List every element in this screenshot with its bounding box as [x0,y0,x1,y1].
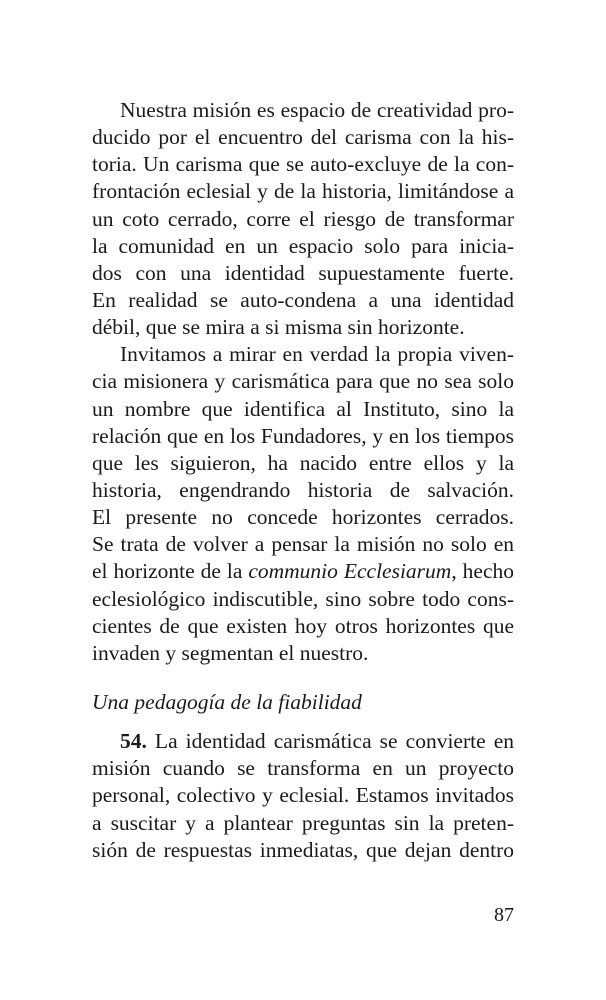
text-line: invaden y segmentan el nuestro. [92,640,369,665]
page-body [92,97,514,864]
text-line: ducido por el encuentro del carisma con la his- [92,125,514,150]
paragraph-1 [92,97,514,341]
text-line: relación que en los Fundadores, y en los tiempos [92,423,514,448]
text-line [92,728,514,755]
page-number: 87 [494,904,514,926]
paragraph-number: 54. [120,729,147,754]
text-run: La identidad carismática se convierte en [146,729,514,754]
text-line: Se trata de volver a pensar la misión no solo en [92,532,514,557]
text-line: cia misionera y carismática para que no sea solo [92,369,514,394]
text-line [92,558,514,585]
text-line: que les siguieron, ha nacido entre ellos y la [92,450,514,475]
text-line: En realidad se auto-condena a una identidad [92,287,514,312]
text-line: Nuestra misión es espacio de creatividad pro- [120,98,514,122]
paragraph-3 [92,728,514,864]
text-line: personal, colectivo y eclesial. Estamos invitados [92,783,514,808]
text-line: cientes de que existen hoy otros horizontes que [92,613,514,638]
text-line: frontación eclesial y de la historia, limitándose a [92,179,514,204]
text-line: la comunidad en un espacio solo para inicia- [92,233,514,258]
spacer [92,716,514,728]
text-line: un coto cerrado, corre el riesgo de transformar [92,206,514,231]
text-run: , hecho [451,559,514,584]
text-line: Invitamos a mirar en verdad la propia viven- [120,342,514,367]
text-line: misión cuando se transforma en un proyecto [92,756,514,781]
text-line: eclesiológico indiscutible, sino sobre todo cons- [92,586,514,611]
text-line: toria. Un carisma que se auto-excluye de la con- [92,152,514,177]
section-heading: Una pedagogía de la fiabilidad [92,689,362,714]
paragraph-2 [92,341,514,667]
text-line: a suscitar y a plantear preguntas sin la preten- [92,810,514,835]
text-run: el horizonte de la [92,559,249,584]
text-line: historia, engendrando historia de salvación. [92,477,514,502]
text-line: sión de respuestas inmediatas, que dejan dentro [92,837,514,862]
text-line: El presente no concede horizontes cerrados. [92,505,514,530]
text-line: débil, que se mira a si misma sin horizonte. [92,315,465,340]
text-line: dos con una identidad supuestamente fuerte. [92,260,514,285]
italic-term: communio Ecclesiarum [248,559,452,584]
text-line: un nombre que identifica al Instituto, sino la [92,396,514,421]
spacer [92,667,514,689]
